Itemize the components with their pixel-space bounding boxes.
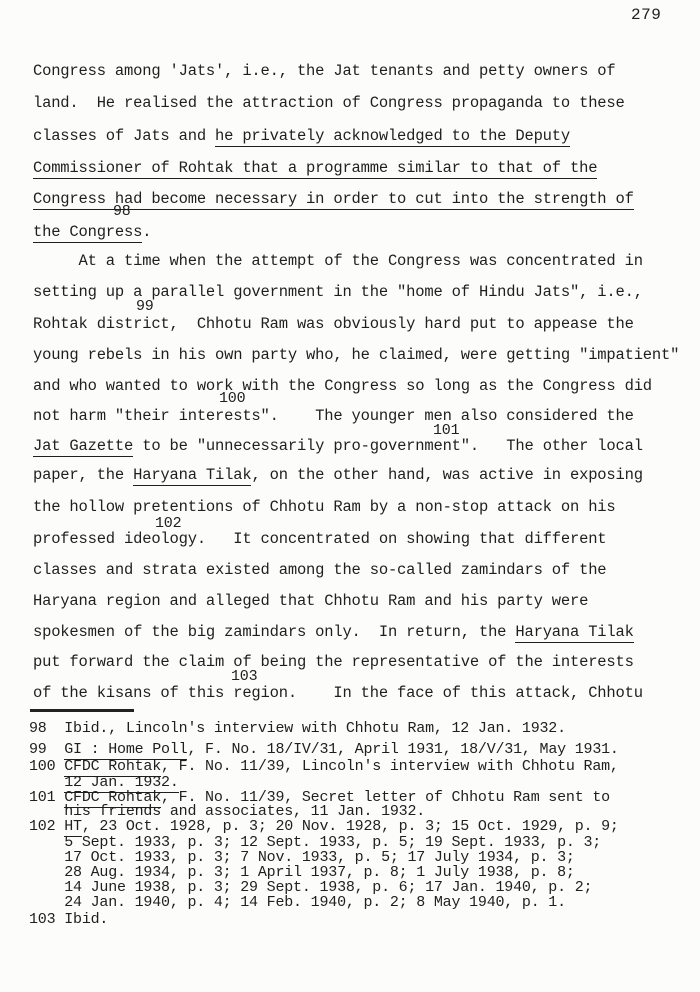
text-segment: 17 Oct. 1933, p. 3; 7 Nov. 1933, p. 5; 17 July 1934, p. 3; — [64, 849, 575, 866]
footnote-line — [29, 894, 566, 911]
footnote-line — [29, 758, 619, 775]
text-segment: land. He realised the attraction of Congress propaganda to these — [33, 94, 625, 112]
text-segment: to be "unnecessarily pro-government". The other local — [133, 437, 643, 455]
underlined-text: Jat Gazette — [33, 437, 134, 455]
text-segment: . — [142, 223, 152, 241]
body-text-line — [33, 437, 643, 456]
footnote-ref-103: 103 — [231, 668, 258, 685]
text-segment: his friends and associates, 11 Jan. 1932. — [64, 803, 426, 820]
footnote-line — [29, 818, 619, 835]
footnote-number: 103 — [29, 911, 65, 928]
body-text-line — [33, 127, 570, 146]
text-segment: Haryana region and alleged that Chhotu Ram and his party were — [33, 592, 589, 610]
underlined-text: CFDC Rohtak — [64, 789, 162, 806]
text-segment: paper, the — [33, 466, 134, 484]
text-segment: , on the other hand, was active in exposing — [251, 466, 643, 484]
text-segment: spokesmen of the big zamindars only. In return, the — [33, 623, 516, 641]
text-segment: , F. No. 11/39, Lincoln's interview with Chhotu Ram, — [161, 758, 619, 775]
text-segment: Congress among 'Jats', i.e., the Jat tenants and petty owners of — [33, 62, 616, 80]
footnote-number: 102 — [29, 818, 65, 835]
text-segment: professed ideology. It concentrated on showing that different — [33, 530, 607, 548]
underlined-text: Haryana Tilak — [133, 466, 252, 484]
body-text-line — [33, 283, 643, 302]
body-text-line — [33, 62, 616, 81]
text-segment: At a time when the attempt of the Congress was concentrated in — [33, 252, 643, 270]
body-text-line — [33, 94, 625, 113]
text-segment: 24 Jan. 1940, p. 4; 14 Feb. 1940, p. 2; 8 May 1940, p. 1. — [64, 894, 566, 911]
text-segment: , F. No. 18/IV/31, April 1931, 18/V/31, May 1931. — [187, 741, 619, 758]
body-text-line — [33, 223, 151, 242]
footnote-number: 100 — [29, 758, 65, 775]
underlined-text: he privately acknowledged to the Deputy — [215, 127, 570, 145]
footnote-number — [29, 894, 64, 911]
body-text-line — [33, 530, 606, 549]
body-text-line — [33, 684, 643, 703]
underlined-text: CFDC Rohtak — [64, 758, 162, 775]
footnote-number: 98 — [29, 720, 65, 737]
footnote-number: 101 — [29, 789, 65, 806]
body-text-line — [33, 407, 634, 426]
text-segment: Rohtak district, Chhotu Ram was obviously hard put to appease the — [33, 315, 634, 333]
body-text-line — [33, 466, 643, 485]
underlined-text: Haryana Tilak — [515, 623, 634, 641]
body-text-line — [33, 653, 634, 672]
body-text-line — [33, 346, 679, 365]
body-text-line — [33, 377, 652, 396]
text-segment: classes of Jats and — [33, 127, 216, 145]
text-segment: young rebels in his own party who, he claimed, were getting "impatient" — [33, 346, 680, 364]
underlined-text: Commissioner of Rohtak that a programme similar to that of the — [33, 159, 598, 177]
text-segment: 5 Sept. 1933, p. 3; 12 Sept. 1933, p. 5; 19 Sept. 1933, p. 3; — [64, 834, 602, 851]
footnote-ref-98: 98 — [113, 203, 131, 220]
footnote-ref-102: 102 — [155, 515, 182, 532]
footnote-line — [29, 720, 566, 737]
footnote-ref-100: 100 — [219, 390, 246, 407]
text-segment: Ibid., Lincoln's interview with Chhotu Ram, 12 Jan. 1932. — [64, 720, 566, 737]
footnote-line — [29, 741, 619, 758]
underlined-text: the Congress — [33, 223, 143, 241]
footnote-separator — [30, 709, 134, 712]
text-segment: not harm "their interests". The younger men also considered the — [33, 407, 634, 425]
underlined-text: Congress had become necessary in order to cut into the strength of — [33, 190, 634, 208]
body-text-line — [33, 315, 634, 334]
body-text-line — [33, 623, 634, 642]
text-segment: and who wanted to work with the Congress so long as the Congress did — [33, 377, 652, 395]
text-segment: 28 Aug. 1934, p. 3; 1 April 1937, p. 8; 1 July 1938, p. 8; — [64, 864, 575, 881]
text-segment: classes and strata existed among the so-called zamindars of the — [33, 561, 607, 579]
text-segment: setting up a parallel government in the "home of Hindu Jats", i.e., — [33, 283, 643, 301]
footnote-number: 99 — [29, 741, 65, 758]
underlined-text: 12 Jan. 1932. — [64, 774, 179, 791]
text-segment: , 23 Oct. 1928, p. 3; 20 Nov. 1928, p. 3; 15 Oct. 1929, p. 9; — [81, 818, 619, 835]
text-segment: 14 June 1938, p. 3; 29 Sept. 1938, p. 6; 17 Jan. 1940, p. 2; — [64, 879, 593, 896]
page-number: 279 — [631, 6, 662, 24]
underlined-text: HT — [64, 818, 82, 835]
text-segment: Ibid. — [64, 911, 109, 928]
body-text-line — [33, 159, 597, 178]
body-text-line — [33, 592, 588, 611]
text-segment: the hollow pretentions of Chhotu Ram by a non-stop attack on his — [33, 498, 616, 516]
text-segment: put forward the claim of being the representative of the interests — [33, 653, 634, 671]
footnote-ref-99: 99 — [136, 298, 154, 315]
footnote-ref-101: 101 — [433, 422, 460, 439]
body-text-line — [33, 252, 643, 271]
body-text-line — [33, 561, 606, 580]
footnote-line — [29, 911, 108, 928]
body-text-line — [33, 498, 616, 517]
text-segment: of the kisans of this region. In the face of this attack, Chhotu — [33, 684, 643, 702]
text-segment: , F. No. 11/39, Secret letter of Chhotu Ram sent to — [161, 789, 610, 806]
underlined-text: GI : Home Poll — [64, 741, 188, 758]
